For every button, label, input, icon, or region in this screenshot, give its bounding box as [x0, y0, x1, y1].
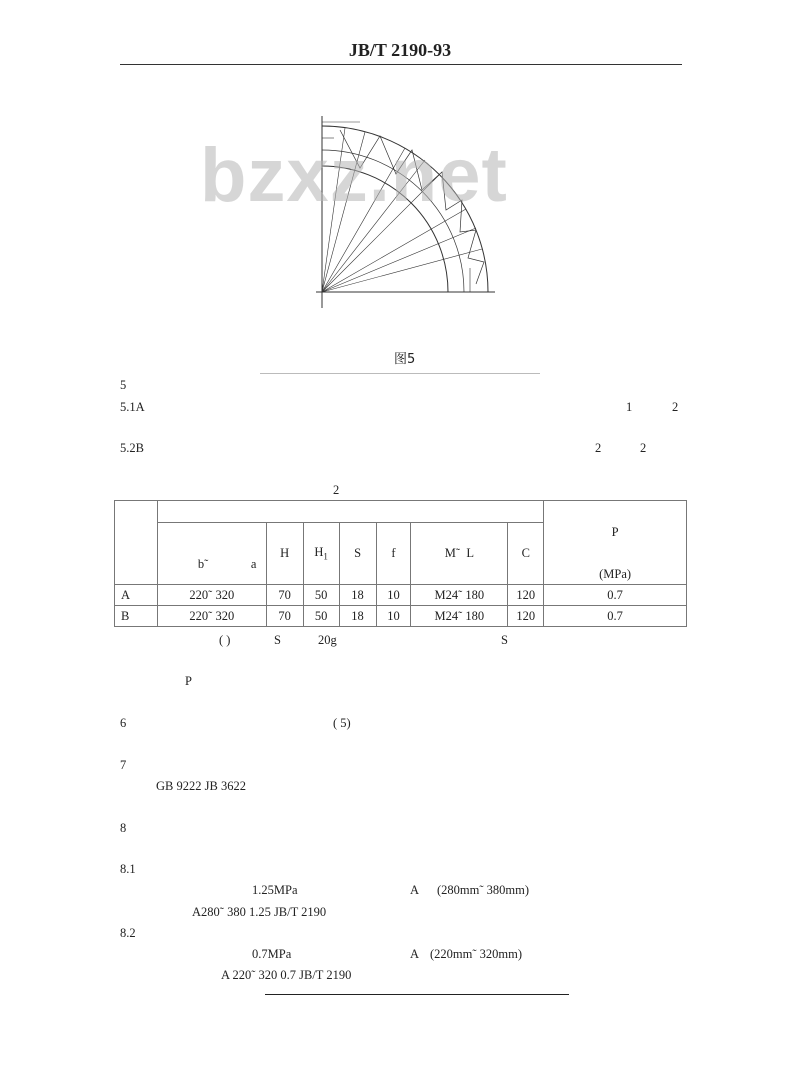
table-header-S: S: [339, 523, 376, 585]
cell-H: 70: [266, 606, 303, 627]
cell-H1: 50: [303, 606, 339, 627]
table-header-pressure: [544, 501, 687, 585]
section-5-2-ref-1: 2: [595, 441, 602, 455]
cell-C: 120: [508, 606, 544, 627]
section-8-number: 8: [120, 821, 127, 835]
cell-f: 10: [376, 606, 411, 627]
note-weight: 20g: [318, 633, 337, 647]
header-L-label: L: [466, 546, 474, 560]
header-b-label: b˜: [197, 557, 209, 571]
section-7-standards: GB 9222 JB 3622: [156, 779, 246, 793]
section-5-1-id: 5.1A: [120, 400, 145, 414]
pressure-label: P: [611, 525, 619, 539]
table-header-C: C: [508, 523, 544, 585]
end-of-document-rule: [265, 994, 569, 995]
cell-type: B: [115, 606, 158, 627]
section-8-2-marking: A 220˜ 320 0.7 JB/T 2190: [221, 968, 352, 982]
section-8-1-range: (280mm˜ 380mm): [437, 883, 530, 897]
cell-type: A: [115, 585, 158, 606]
cell-S: 18: [339, 585, 376, 606]
cell-H: 70: [266, 585, 303, 606]
section-8-1-number: 8.1: [120, 862, 136, 876]
section-5-2-id: 5.2B: [120, 441, 144, 455]
section-5-number: 5: [120, 378, 127, 392]
header-divider: [120, 64, 682, 65]
cell-b-a: 220˜ 320: [157, 606, 266, 627]
table-row: [115, 585, 687, 606]
cell-f: 10: [376, 585, 411, 606]
caption-divider: [260, 373, 540, 374]
header-M-label: M˜: [444, 546, 461, 560]
section-5-1-ref-1: 1: [626, 400, 633, 414]
section-7-number: 7: [120, 758, 127, 772]
cell-P: 0.7: [544, 585, 687, 606]
figure-caption: 图5: [394, 352, 416, 367]
table-title: 2: [333, 483, 340, 497]
table-header-b-a: [157, 523, 266, 585]
section-8-2-type: A: [410, 947, 420, 961]
section-6-reference: ( 5): [333, 716, 351, 730]
header-a-label: a: [250, 557, 257, 571]
note-P: P: [185, 674, 192, 688]
note-S-1: S: [274, 633, 281, 647]
pressure-unit: (MPa): [599, 567, 632, 581]
cell-M-L: M24˜ 180: [411, 606, 508, 627]
watermark-text: bzxz.net: [200, 133, 508, 218]
header-H1-main: H: [314, 545, 324, 560]
cell-H1: 50: [303, 585, 339, 606]
section-5-2-ref-2: 2: [640, 441, 647, 455]
section-5-1-ref-2: 2: [672, 400, 679, 414]
section-6-number: 6: [120, 716, 127, 730]
table-row: [115, 606, 687, 627]
section-8-1-marking: A280˜ 380 1.25 JB/T 2190: [192, 905, 327, 919]
table-header-group: [157, 501, 543, 523]
table-header-corner: [115, 501, 158, 585]
section-8-1-pressure: 1.25MPa: [252, 883, 298, 897]
table-header-H: H: [266, 523, 303, 585]
cell-C: 120: [508, 585, 544, 606]
section-8-2-range: (220mm˜ 320mm): [430, 947, 523, 961]
cell-M-L: M24˜ 180: [411, 585, 508, 606]
cell-S: 18: [339, 606, 376, 627]
note-paren: ( ): [219, 633, 231, 647]
document-header-title: JB/T 2190-93: [348, 40, 452, 60]
section-8-2-number: 8.2: [120, 926, 136, 940]
header-H1-sub: 1: [323, 551, 328, 562]
cell-P: 0.7: [544, 606, 687, 627]
specification-table: [114, 500, 687, 627]
note-S-2: S: [501, 633, 508, 647]
table-header-M-L: [411, 523, 508, 585]
section-8-1-type: A: [410, 883, 420, 897]
table-header-H1: [303, 523, 339, 585]
section-8-2-pressure: 0.7MPa: [252, 947, 292, 961]
table-header-f: f: [376, 523, 411, 585]
cell-b-a: 220˜ 320: [157, 585, 266, 606]
